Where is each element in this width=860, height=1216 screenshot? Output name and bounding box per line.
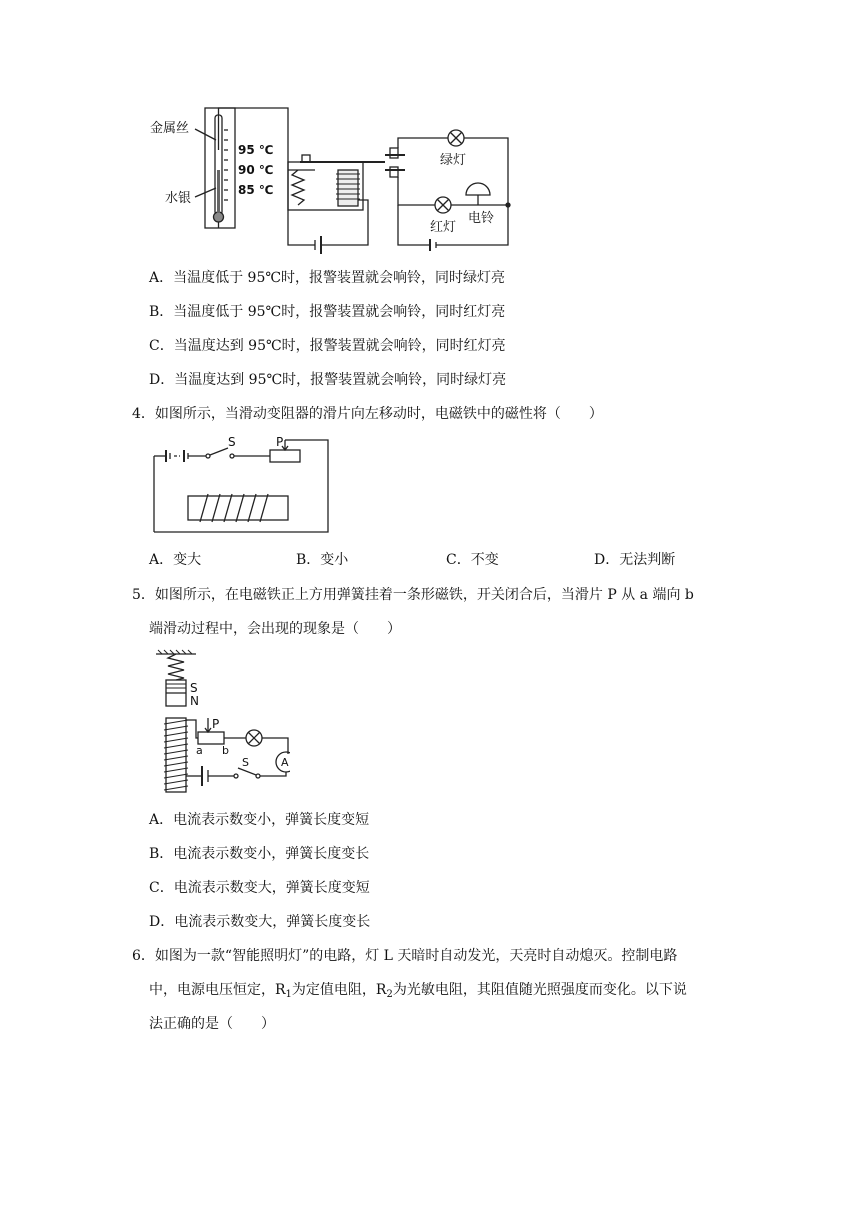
q6-line3: 法正确的是（ ） [149, 1016, 275, 1032]
q6-line1: 6．如图为一款“智能照明灯”的电路，灯 L 天暗时自动发光，天亮时自动熄灭。控制电路 [132, 948, 678, 964]
q4-option-c: C．不变 [446, 552, 499, 568]
label-magnet-s: S [190, 681, 198, 695]
rheostat-electromagnet-figure [148, 436, 358, 538]
spring-magnet-electromagnet-figure [150, 648, 290, 798]
q3-option-a: A．当温度低于 95℃时，报警装置就会响铃，同时绿灯亮 [149, 270, 506, 286]
q4-option-b: B．变小 [296, 552, 349, 568]
q5-stem-line1: 5．如图所示，在电磁铁正上方用弹簧挂着一条形磁铁，开关闭合后，当滑片 P 从 a 端向 b [132, 587, 694, 603]
q5-option-b: B．电流表示数变小，弹簧长度变长 [149, 846, 370, 862]
q5-option-d: D．电流表示数变大，弹簧长度变长 [149, 914, 371, 930]
q5-option-a: A．电流表示数变小，弹簧长度变短 [149, 812, 370, 828]
ammeter-icon: A [281, 756, 289, 769]
q5-stem-line2: 端滑动过程中，会出现的现象是（ ） [149, 621, 401, 637]
label-slider-p: P [276, 436, 284, 449]
label-temp-95: 95 ℃ [238, 143, 274, 157]
q5-option-c: C．电流表示数变大，弹簧长度变短 [149, 880, 370, 896]
label-slider-p: P [212, 717, 220, 731]
label-metal-wire: 金属丝 [150, 121, 190, 136]
label-end-b: b [222, 744, 229, 757]
q4-option-d: D．无法判断 [594, 552, 676, 568]
label-temp-85: 85 ℃ [238, 183, 274, 197]
label-mercury: 水银 [165, 191, 192, 206]
label-temp-90: 90 ℃ [238, 163, 274, 177]
q4-option-a: A．变大 [149, 552, 202, 568]
q3-option-d: D．当温度达到 95℃时，报警装置就会响铃，同时绿灯亮 [149, 372, 507, 388]
label-switch-s: S [228, 436, 236, 449]
label-red-light: 红灯 [430, 220, 457, 235]
q3-option-c: C．当温度达到 95℃时，报警装置就会响铃，同时红灯亮 [149, 338, 506, 354]
q6-line2: 中，电源电压恒定，$R_1$为定值电阻，$R_2$为光敏电阻，其阻值随光照强度而变化。以下说 [149, 982, 687, 1000]
thermometer-alarm-circuit-figure [140, 100, 530, 260]
q4-stem: 4．如图所示，当滑动变阻器的滑片向左移动时，电磁铁中的磁性将（ ） [132, 406, 603, 422]
label-green-light: 绿灯 [440, 153, 467, 168]
label-switch-s: S [242, 756, 249, 769]
label-magnet-n: N [190, 694, 199, 708]
label-bell: 电铃 [468, 211, 495, 226]
label-end-a: a [196, 744, 203, 757]
q3-option-b: B．当温度低于 95℃时，报警装置就会响铃，同时红灯亮 [149, 304, 506, 320]
